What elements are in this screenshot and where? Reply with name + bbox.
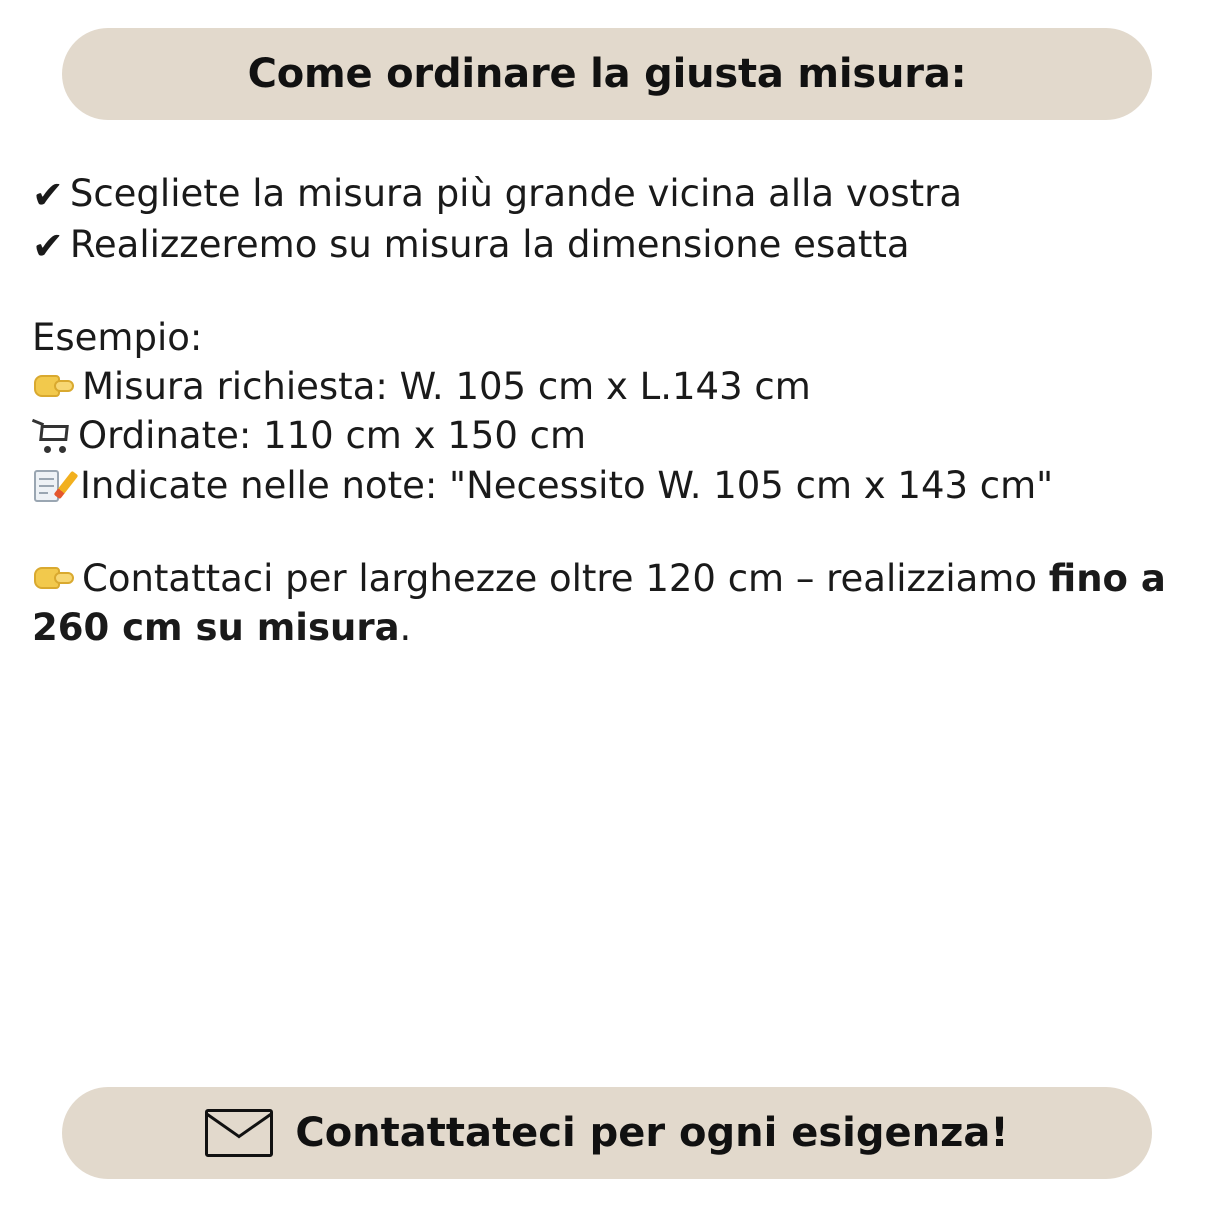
body-content <box>32 168 1192 652</box>
example-line-text: Misura richiesta: W. 105 cm x L.143 cm <box>82 365 811 409</box>
envelope-icon <box>205 1109 273 1157</box>
footer-banner[interactable] <box>62 1087 1152 1179</box>
bullet-item <box>32 168 1192 219</box>
spacer <box>32 269 1192 313</box>
bullet-text: Scegliete la misura più grande vicina alla vostra <box>69 172 963 215</box>
footer-text: Contattateci per ogni esigenza! <box>295 1110 1009 1156</box>
header-banner <box>62 28 1152 120</box>
example-line-text: Indicate nelle note: "Necessito W. 105 cm x 143 cm" <box>80 463 1054 507</box>
contact-note-text-after: . <box>399 606 412 650</box>
page-title: Come ordinare la giusta misura: <box>247 51 967 97</box>
contact-note-text-before: Contattaci per larghezze oltre 120 cm – realizziamo <box>82 556 1049 600</box>
contact-note-text-bold: fino a 260 cm su misura <box>32 556 1166 650</box>
example-line-note <box>32 461 1192 510</box>
shopping-cart-icon <box>32 419 72 453</box>
check-mark-icon: ✔ <box>32 173 64 217</box>
contact-note <box>32 554 1192 652</box>
example-line-text: Ordinate: 110 cm x 150 cm <box>78 414 587 458</box>
memo-icon <box>32 468 70 504</box>
pointing-hand-icon <box>32 369 76 403</box>
example-label: Esempio: <box>32 316 203 360</box>
example-line-order <box>32 411 1192 460</box>
pointing-hand-icon <box>32 561 76 595</box>
bullet-text: Realizzeremo su misura la dimensione esatta <box>69 222 910 266</box>
spacer <box>32 510 1192 554</box>
bullet-item <box>32 219 1192 270</box>
check-mark-icon: ✔ <box>32 223 64 268</box>
example-line-requested <box>32 362 1192 411</box>
